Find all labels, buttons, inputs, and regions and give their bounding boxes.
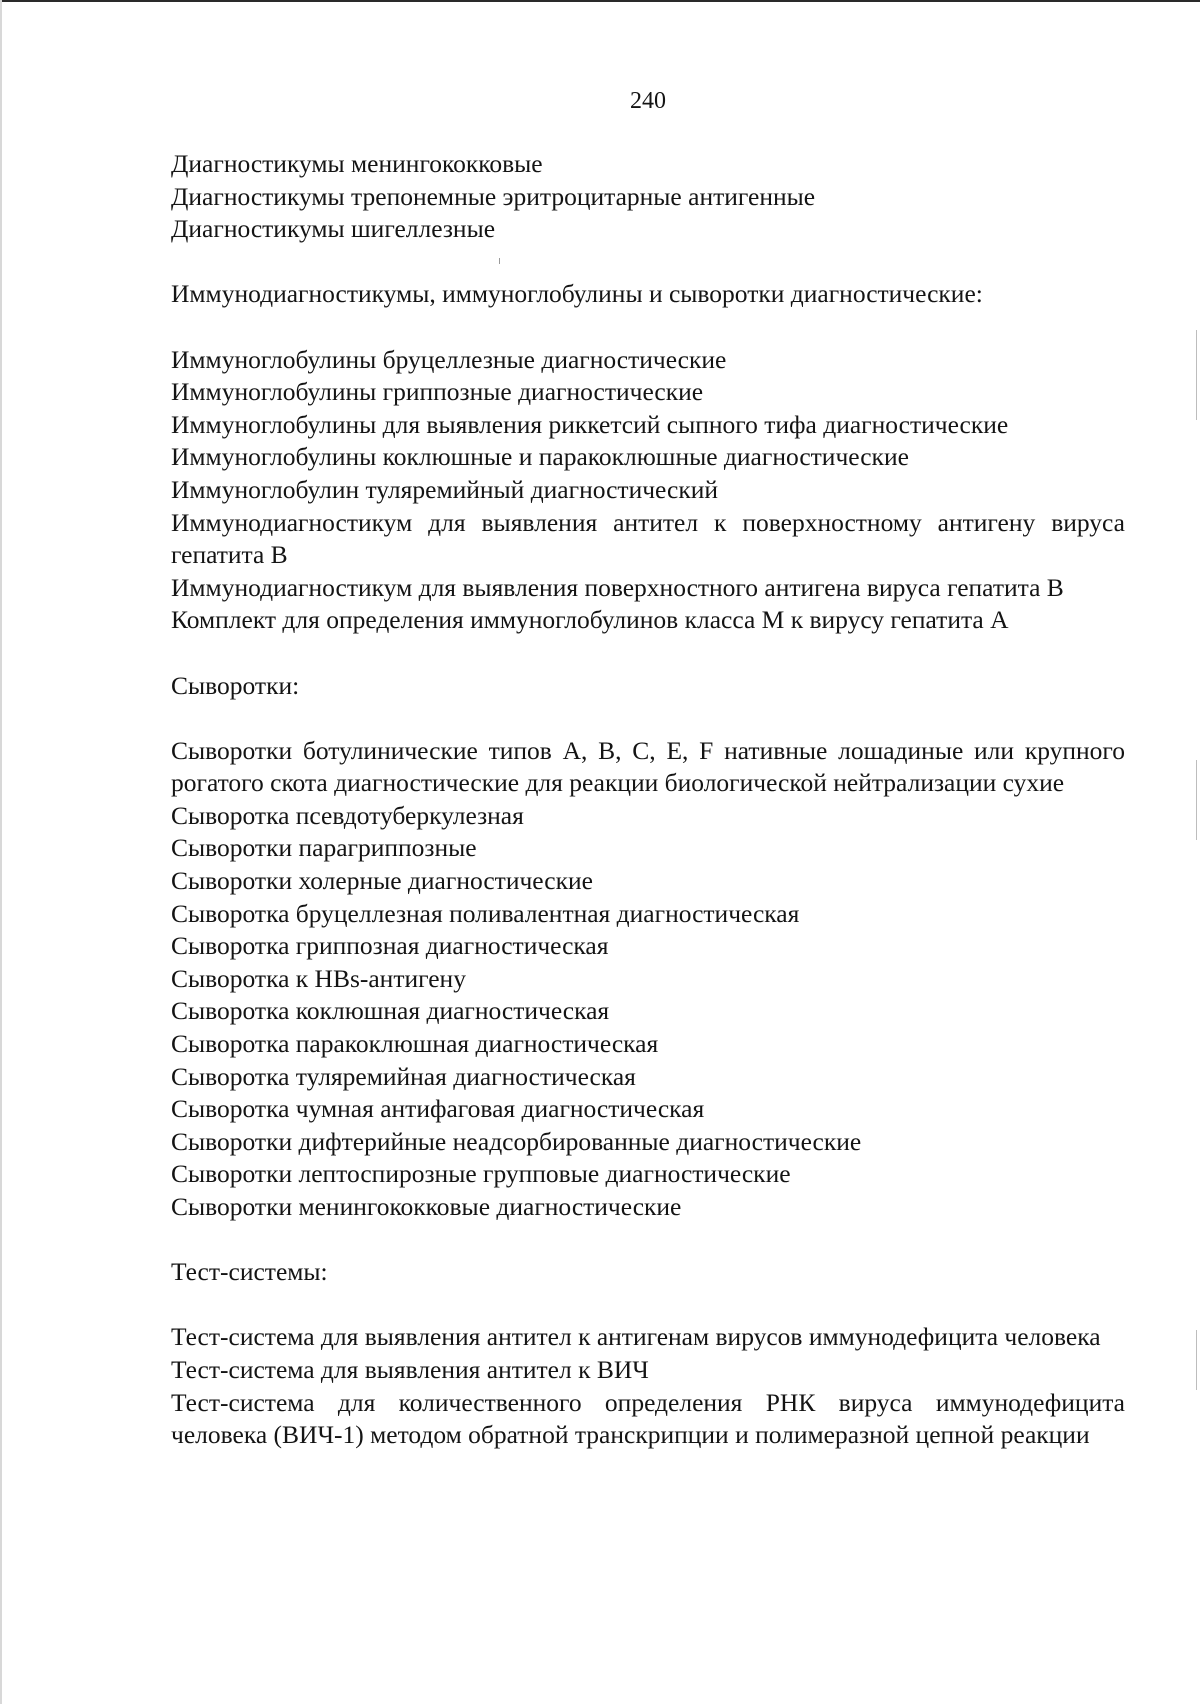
list-item: Комплект для определения иммуноглобулинов класса М к вирусу гепатита А bbox=[171, 605, 1009, 635]
list-item: Сыворотка туляремийная диагностическая bbox=[171, 1061, 636, 1091]
list-item: Диагностикумы менингококковые bbox=[171, 149, 543, 178]
list-item: Иммуноглобулины гриппозные диагностические bbox=[171, 377, 704, 407]
list-item: Сыворотка гриппозная диагностическая bbox=[171, 931, 609, 961]
list-item: Сыворотка коклюшная диагностическая bbox=[171, 996, 610, 1026]
list-item: Сыворотка к HBs-антигену bbox=[171, 963, 466, 993]
list-item: Иммуноглобулин туляремийный диагностический bbox=[171, 474, 719, 504]
list-item: Сыворотка псевдотуберкулезная bbox=[171, 800, 524, 830]
list-item: Сыворотка паракоклюшная диагностическая bbox=[171, 1029, 659, 1059]
list-item: Тест-система для количественного определения РНК вируса иммунодефицита человека (ВИЧ-1) методом обратной транскрипции и полимеразной цепной реакции bbox=[171, 1387, 1125, 1450]
document-body bbox=[171, 148, 1125, 1452]
diagnostics-continued-list bbox=[171, 148, 1125, 246]
scan-artifact bbox=[1196, 1330, 1197, 1390]
list-item: Сыворотка чумная антифаговая диагностическая bbox=[171, 1094, 705, 1124]
list-item: Сыворотки парагриппозные bbox=[171, 833, 477, 863]
list-item: Диагностикумы трепонемные эритроцитарные антигенные bbox=[171, 181, 816, 211]
scan-edge-left bbox=[0, 0, 2, 1704]
list-item: Сыворотки холерные диагностические bbox=[171, 866, 593, 896]
list-item: Тест-система для выявления антител к ВИЧ bbox=[171, 1354, 649, 1384]
scan-edge-top bbox=[0, 0, 1200, 2]
list-item: Сыворотки менингококковые диагностические bbox=[171, 1192, 682, 1221]
list-item: Сыворотка бруцеллезная поливалентная диагностическая bbox=[171, 898, 800, 928]
list-item: Тест-система для выявления антител к антигенам вирусов иммунодефицита человека bbox=[171, 1322, 1101, 1352]
list-item: Иммунодиагностикум для выявления поверхностного антигена вируса гепатита В bbox=[171, 572, 1064, 602]
section-heading-immuno: Иммунодиагностикумы, иммуноглобулины и сыворотки диагностические: bbox=[171, 279, 983, 309]
list-item: Иммуноглобулины коклюшные и паракоклюшные диагностические bbox=[171, 442, 909, 472]
section-heading-serum: Сыворотки: bbox=[171, 670, 300, 700]
list-item: Иммуноглобулины для выявления риккетсий сыпного тифа диагностические bbox=[171, 409, 1009, 439]
page-number: 240 bbox=[630, 88, 666, 114]
scan-artifact bbox=[1196, 330, 1197, 420]
serum-list bbox=[171, 735, 1125, 1224]
scan-artifact bbox=[1196, 760, 1197, 840]
list-item: Сыворотки дифтерийные неадсорбированные диагностические bbox=[171, 1126, 862, 1156]
list-item: Иммунодиагностикум для выявления антител к поверхностному антигену вируса гепатита В bbox=[171, 507, 1125, 570]
list-item: Сыворотки лептоспирозные групповые диагностические bbox=[171, 1159, 791, 1189]
test-systems-list bbox=[171, 1321, 1125, 1451]
immuno-list bbox=[171, 344, 1125, 637]
list-item: Иммуноглобулины бруцеллезные диагностические bbox=[171, 344, 727, 374]
list-item: Сыворотки ботулинические типов А, В, С, Е, F нативные лошадиные или крупного рогатого скота диагностические для реакции биологической нейтрализации сухие bbox=[171, 735, 1125, 798]
section-heading-test-systems: Тест-системы: bbox=[171, 1257, 328, 1287]
list-item: Диагностикумы шигеллезные bbox=[171, 214, 496, 244]
